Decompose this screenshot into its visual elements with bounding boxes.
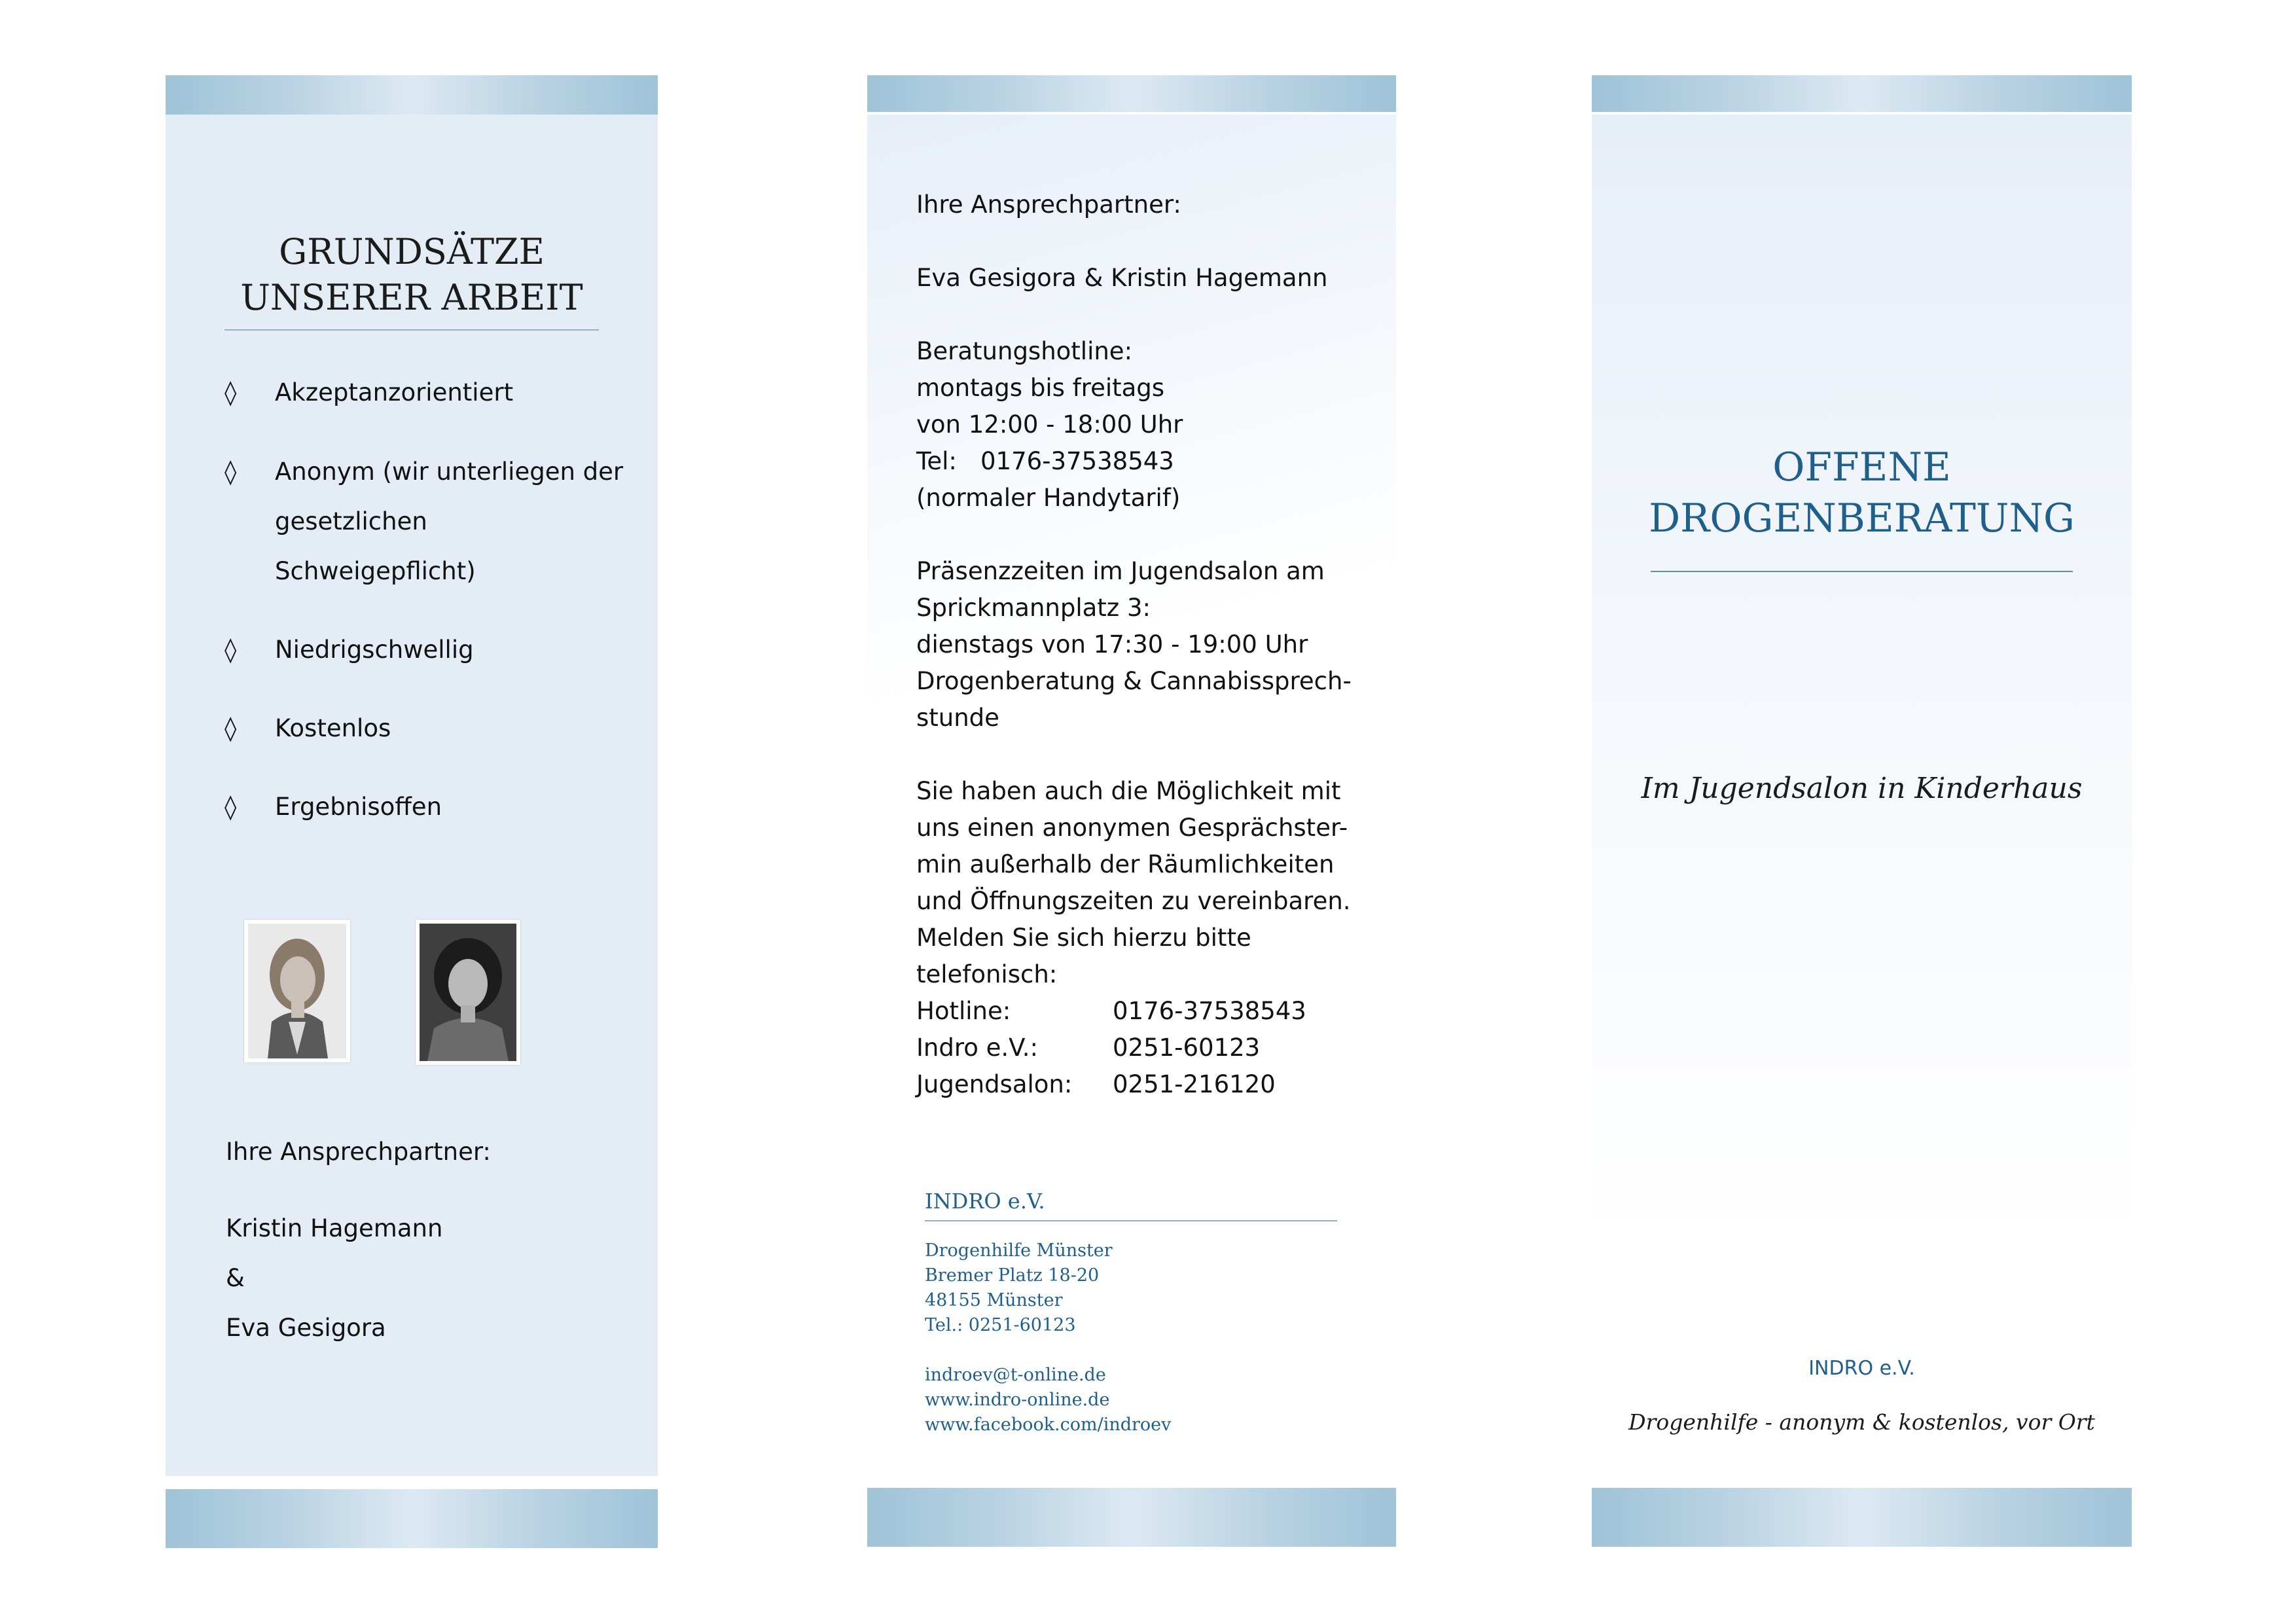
top-bar-middle xyxy=(867,75,1396,112)
principles-title: GRUNDSÄTZE UNSERER ARBEIT xyxy=(240,231,583,318)
hotline-tel-label: Tel: xyxy=(916,447,957,475)
contact-name: Kristin Hagemann xyxy=(226,1214,443,1242)
contact-name: Eva Gesigora xyxy=(226,1314,386,1342)
phone-label: Jugendsalon: xyxy=(916,1070,1073,1098)
top-bar-right xyxy=(1592,75,2132,112)
appointment-text: uns einen anonymen Gesprächster- xyxy=(916,814,1348,842)
appointment-text: Sie haben auch die Möglichkeit mit xyxy=(916,777,1341,805)
diamond-bullet-icon: ◊ xyxy=(224,793,237,821)
bottom-bar-right xyxy=(1592,1488,2132,1547)
phone-number: 0251-216120 xyxy=(1113,1070,1276,1098)
website-link[interactable]: www.indro-online.de xyxy=(925,1390,1110,1410)
cover-org-name: INDRO e.V. xyxy=(1808,1357,1915,1380)
address-divider xyxy=(925,1220,1337,1221)
diamond-bullet-icon: ◊ xyxy=(224,378,237,406)
address-line: Bremer Platz 18-20 xyxy=(925,1265,1100,1286)
diamond-bullet-icon: ◊ xyxy=(224,458,237,486)
diamond-bullet-icon: ◊ xyxy=(224,714,237,742)
presence-text: Sprickmannplatz 3: xyxy=(916,594,1151,622)
appointment-text: und Öffnungszeiten zu vereinbaren. xyxy=(916,887,1351,915)
facebook-link[interactable]: www.facebook.com/indroev xyxy=(925,1415,1172,1435)
presence-text: stunde xyxy=(916,704,999,732)
appointment-text: telefonisch: xyxy=(916,960,1058,988)
bottom-bar-middle xyxy=(867,1488,1396,1547)
hotline-tariff: (normaler Handytarif) xyxy=(916,484,1181,512)
contacts-names: Eva Gesigora & Kristin Hagemann xyxy=(916,264,1328,292)
cover-panel xyxy=(1592,115,2132,1254)
phone-number: 0251-60123 xyxy=(1113,1034,1261,1062)
address-line: 48155 Münster xyxy=(925,1290,1063,1310)
appointment-text: min außerhalb der Räumlichkeiten xyxy=(916,850,1335,878)
top-bar-left xyxy=(166,75,658,115)
email-link[interactable]: indroev@t-online.de xyxy=(925,1365,1106,1385)
cover-title-divider xyxy=(1651,571,2073,572)
phone-label: Indro e.V.: xyxy=(916,1034,1038,1062)
hotline-heading: Beratungshotline: xyxy=(916,337,1133,365)
photo-kristin-hagemann xyxy=(244,920,350,1062)
hotline-tel-number: 0176-37538543 xyxy=(980,447,1174,475)
presence-text: Drogenberatung & Cannabissprech- xyxy=(916,667,1352,695)
presence-text: dienstags von 17:30 - 19:00 Uhr xyxy=(916,630,1308,659)
cover-title: OFFENE DROGENBERATUNG xyxy=(1649,444,2075,541)
cover-tagline: Drogenhilfe - anonym & kostenlos, vor Ort xyxy=(1628,1409,2095,1435)
phone-label: Hotline: xyxy=(916,997,1011,1025)
contact-ampersand: & xyxy=(226,1264,245,1292)
contacts-heading: Ihre Ansprechpartner: xyxy=(916,190,1181,219)
presence-text: Präsenzzeiten im Jugendsalon am xyxy=(916,557,1325,585)
diamond-bullet-icon: ◊ xyxy=(224,636,237,664)
hotline-hours: von 12:00 - 18:00 Uhr xyxy=(916,410,1183,439)
photo-eva-gesigora xyxy=(416,920,520,1065)
bottom-bar-left xyxy=(166,1489,658,1548)
contacts-heading: Ihre Ansprechpartner: xyxy=(226,1138,491,1166)
appointment-text: Melden Sie sich hierzu bitte xyxy=(916,924,1251,952)
portrait-image xyxy=(420,924,516,1061)
portrait-image xyxy=(248,924,346,1058)
hotline-days: montags bis freitags xyxy=(916,374,1165,402)
title-divider xyxy=(224,329,599,331)
cover-subtitle: Im Jugendsalon in Kinderhaus xyxy=(1641,772,2083,805)
address-line: Drogenhilfe Münster xyxy=(925,1240,1113,1261)
address-line: Tel.: 0251-60123 xyxy=(925,1315,1076,1335)
phone-number: 0176-37538543 xyxy=(1113,997,1306,1025)
org-name: INDRO e.V. xyxy=(925,1189,1045,1214)
